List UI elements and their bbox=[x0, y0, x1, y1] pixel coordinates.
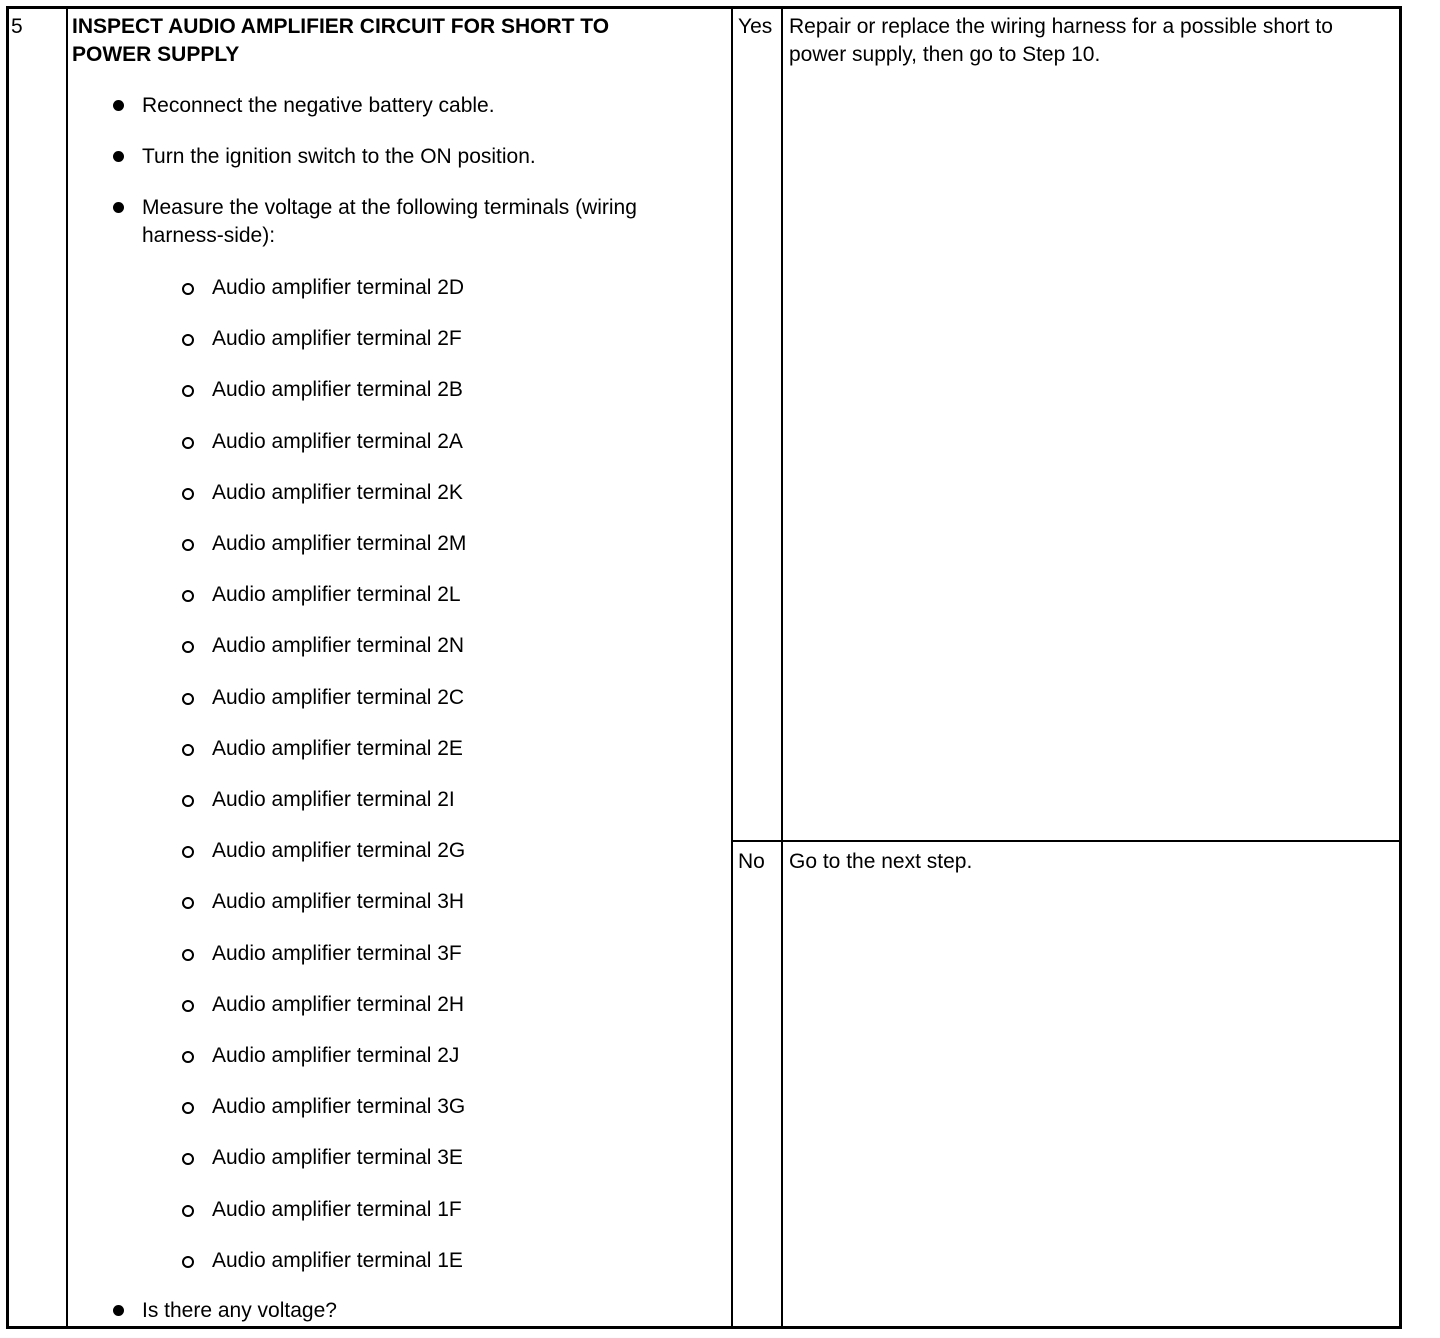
result-no-label: No bbox=[738, 850, 765, 873]
terminal-item: Audio amplifier terminal 3G bbox=[212, 1095, 466, 1118]
terminal-item: Audio amplifier terminal 3H bbox=[212, 890, 465, 913]
terminal-item: Audio amplifier terminal 2L bbox=[212, 583, 461, 606]
bullet-ring-icon bbox=[182, 693, 194, 705]
terminal-item: Audio amplifier terminal 1E bbox=[212, 1249, 463, 1272]
bullet-ring-icon bbox=[182, 1205, 194, 1217]
terminal-item: Audio amplifier terminal 2I bbox=[212, 788, 455, 811]
terminal-item: Audio amplifier terminal 2H bbox=[212, 993, 465, 1016]
row-divider-yes-no bbox=[732, 840, 1402, 842]
bullet-ring-icon bbox=[182, 846, 194, 858]
terminal-item: Audio amplifier terminal 2M bbox=[212, 532, 467, 555]
bullet-ring-icon bbox=[182, 539, 194, 551]
bullet-ring-icon bbox=[182, 1153, 194, 1165]
bullet-ring-icon bbox=[182, 488, 194, 500]
bullet-ring-icon bbox=[182, 641, 194, 653]
terminal-item: Audio amplifier terminal 2C bbox=[212, 686, 465, 709]
instruction-ignition-on: Turn the ignition switch to the ON position. bbox=[142, 145, 536, 168]
bullet-dot-icon bbox=[113, 100, 124, 111]
terminal-item: Audio amplifier terminal 2A bbox=[212, 430, 463, 453]
step-title-line1: INSPECT AUDIO AMPLIFIER CIRCUIT FOR SHORT TO bbox=[72, 15, 610, 38]
result-yes-label: Yes bbox=[738, 15, 773, 38]
result-no-text: Go to the next step. bbox=[789, 850, 973, 873]
result-yes-text-line1: Repair or replace the wiring harness for a possible short to bbox=[789, 15, 1333, 38]
bullet-ring-icon bbox=[182, 385, 194, 397]
step-number: 5 bbox=[11, 15, 23, 38]
bullet-ring-icon bbox=[182, 283, 194, 295]
bullet-ring-icon bbox=[182, 437, 194, 449]
instruction-reconnect-battery: Reconnect the negative battery cable. bbox=[142, 94, 495, 117]
bullet-ring-icon bbox=[182, 795, 194, 807]
bullet-ring-icon bbox=[182, 1256, 194, 1268]
bullet-ring-icon bbox=[182, 1102, 194, 1114]
bullet-ring-icon bbox=[182, 1000, 194, 1012]
terminal-item: Audio amplifier terminal 2E bbox=[212, 737, 463, 760]
bullet-dot-icon bbox=[113, 151, 124, 162]
terminal-item: Audio amplifier terminal 1F bbox=[212, 1198, 462, 1221]
column-divider-step bbox=[66, 6, 68, 1329]
terminal-item: Audio amplifier terminal 3E bbox=[212, 1146, 463, 1169]
column-divider-action bbox=[731, 6, 733, 1329]
step-title-line2: POWER SUPPLY bbox=[72, 43, 240, 66]
terminal-item: Audio amplifier terminal 3F bbox=[212, 942, 462, 965]
bullet-ring-icon bbox=[182, 1051, 194, 1063]
terminal-item: Audio amplifier terminal 2J bbox=[212, 1044, 460, 1067]
terminal-item: Audio amplifier terminal 2B bbox=[212, 378, 463, 401]
bullet-ring-icon bbox=[182, 744, 194, 756]
terminal-item: Audio amplifier terminal 2F bbox=[212, 327, 462, 350]
column-divider-result bbox=[781, 6, 783, 1329]
bullet-dot-icon bbox=[113, 1305, 124, 1316]
bullet-ring-icon bbox=[182, 897, 194, 909]
terminal-item: Audio amplifier terminal 2G bbox=[212, 839, 466, 862]
instruction-question: Is there any voltage? bbox=[142, 1299, 337, 1322]
terminal-item: Audio amplifier terminal 2N bbox=[212, 634, 465, 657]
bullet-ring-icon bbox=[182, 590, 194, 602]
instruction-measure-line2: harness-side): bbox=[142, 224, 276, 247]
bullet-dot-icon bbox=[113, 202, 124, 213]
terminal-item: Audio amplifier terminal 2D bbox=[212, 276, 465, 299]
bullet-ring-icon bbox=[182, 334, 194, 346]
terminal-item: Audio amplifier terminal 2K bbox=[212, 481, 463, 504]
bullet-ring-icon bbox=[182, 949, 194, 961]
instruction-measure-line1: Measure the voltage at the following terminals (wiring bbox=[142, 196, 637, 219]
result-yes-text-line2: power supply, then go to Step 10. bbox=[789, 43, 1101, 66]
